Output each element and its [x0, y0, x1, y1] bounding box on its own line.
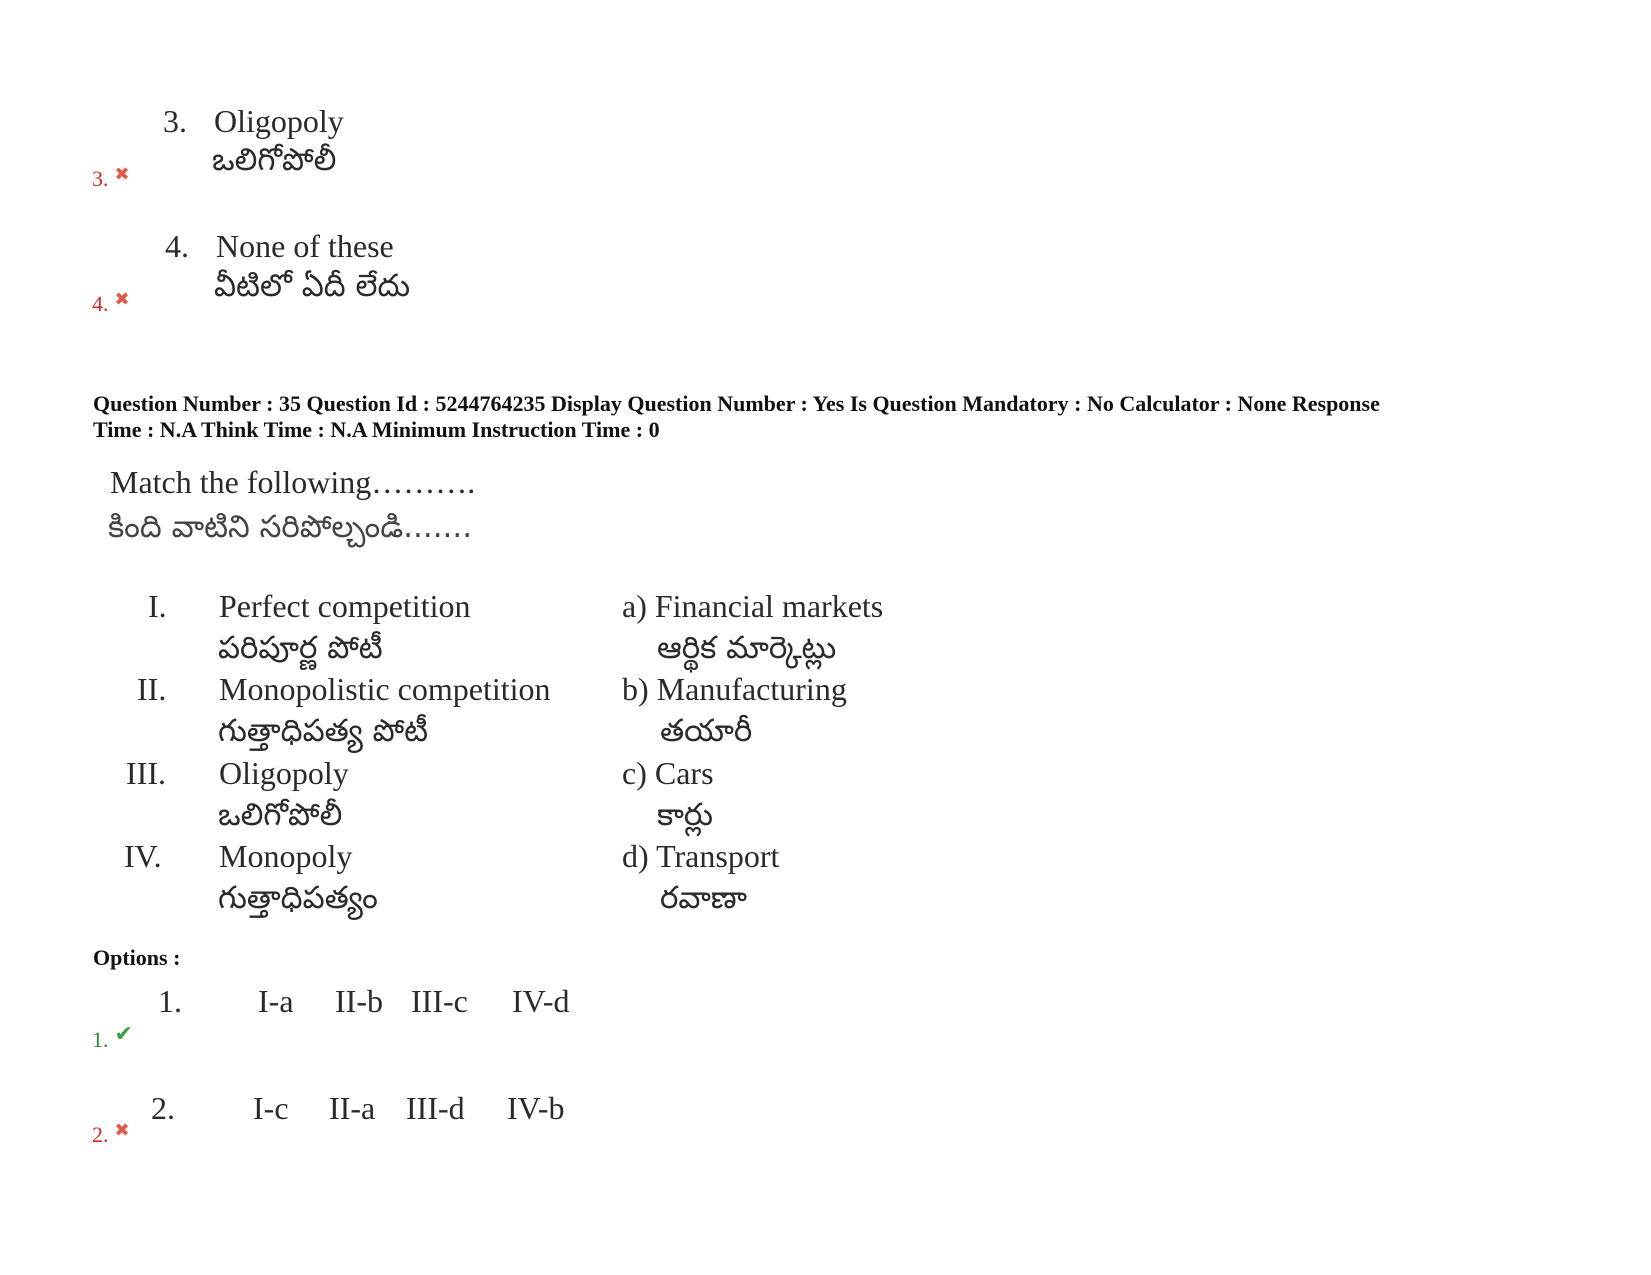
- list-right-te-b: తయారీ: [660, 713, 753, 749]
- question-prompt-te: కింది వాటిని సరిపోల్చండి.......: [108, 509, 473, 545]
- prev-option-4-marker: 4. ✖: [92, 289, 130, 316]
- list-right-te-d: రవాణా: [660, 880, 747, 916]
- option-1-part-2: II-b: [335, 983, 383, 1019]
- option-1-number: 1.: [158, 983, 182, 1019]
- check-mark-icon: ✔: [114, 1022, 133, 1047]
- question-prompt-en: Match the following……….: [110, 464, 476, 500]
- list-right-te-a: ఆర్థిక మార్కెట్లు: [657, 630, 837, 666]
- option-2-marker: 2. ✖: [92, 1120, 130, 1147]
- list-right-en-a: a) Financial markets: [622, 588, 884, 624]
- list-left-en-1: Perfect competition: [219, 588, 471, 624]
- prev-option-4-en: None of these: [216, 228, 394, 264]
- list-left-num-2: II.: [137, 671, 167, 707]
- list-right-en-c: c) Cars: [622, 755, 714, 791]
- list-left-num-3: III.: [126, 755, 166, 791]
- prev-option-3-te: ఒలిగోపోలీ: [212, 142, 337, 178]
- prev-option-4-te: వీటిలో ఏదీ లేదు: [214, 268, 411, 304]
- option-2-part-2: II-a: [329, 1090, 376, 1126]
- list-right-en-d: d) Transport: [622, 838, 780, 874]
- x-mark-icon: ✖: [114, 289, 130, 310]
- list-left-te-4: గుత్తాధిపత్యం: [218, 880, 378, 916]
- list-left-te-1: పరిపూర్ణ పోటీ: [218, 630, 383, 666]
- x-mark-icon: ✖: [114, 164, 130, 185]
- option-2-part-3: III-d: [406, 1090, 465, 1126]
- prev-option-4-number: 4.: [165, 228, 189, 264]
- list-left-te-2: గుత్తాధిపత్య పోటీ: [218, 713, 429, 749]
- list-right-en-b: b) Manufacturing: [622, 671, 847, 707]
- list-left-en-3: Oligopoly: [219, 755, 349, 791]
- prev-option-3-number: 3.: [163, 103, 187, 139]
- option-1-marker: 1. ✔: [92, 1022, 133, 1052]
- option-2-part-4: IV-b: [507, 1090, 565, 1126]
- option-2-number: 2.: [151, 1090, 175, 1126]
- option-1-part-3: III-c: [411, 983, 468, 1019]
- option-1-part-1: I-a: [258, 983, 294, 1019]
- list-left-te-3: ఒలిగోపోలీ: [218, 797, 343, 833]
- prev-option-3-marker: 3. ✖: [92, 164, 130, 191]
- options-heading: Options :: [93, 945, 181, 970]
- list-right-te-c: కార్లు: [657, 797, 713, 833]
- question-meta-line-1: Question Number : 35 Question Id : 5244764235 Display Question Number : Yes Is Question Mandatory : No Calculator : None Response: [93, 391, 1380, 416]
- question-meta-line-2: Time : N.A Think Time : N.A Minimum Instruction Time : 0: [93, 417, 660, 442]
- prev-option-3-en: Oligopoly: [214, 103, 344, 139]
- list-left-num-4: IV.: [124, 838, 162, 874]
- option-2-part-1: I-c: [253, 1090, 289, 1126]
- list-left-num-1: I.: [148, 588, 167, 624]
- list-left-en-2: Monopolistic competition: [219, 671, 551, 707]
- list-left-en-4: Monopoly: [219, 838, 353, 874]
- x-mark-icon: ✖: [114, 1120, 130, 1141]
- option-1-part-4: IV-d: [512, 983, 570, 1019]
